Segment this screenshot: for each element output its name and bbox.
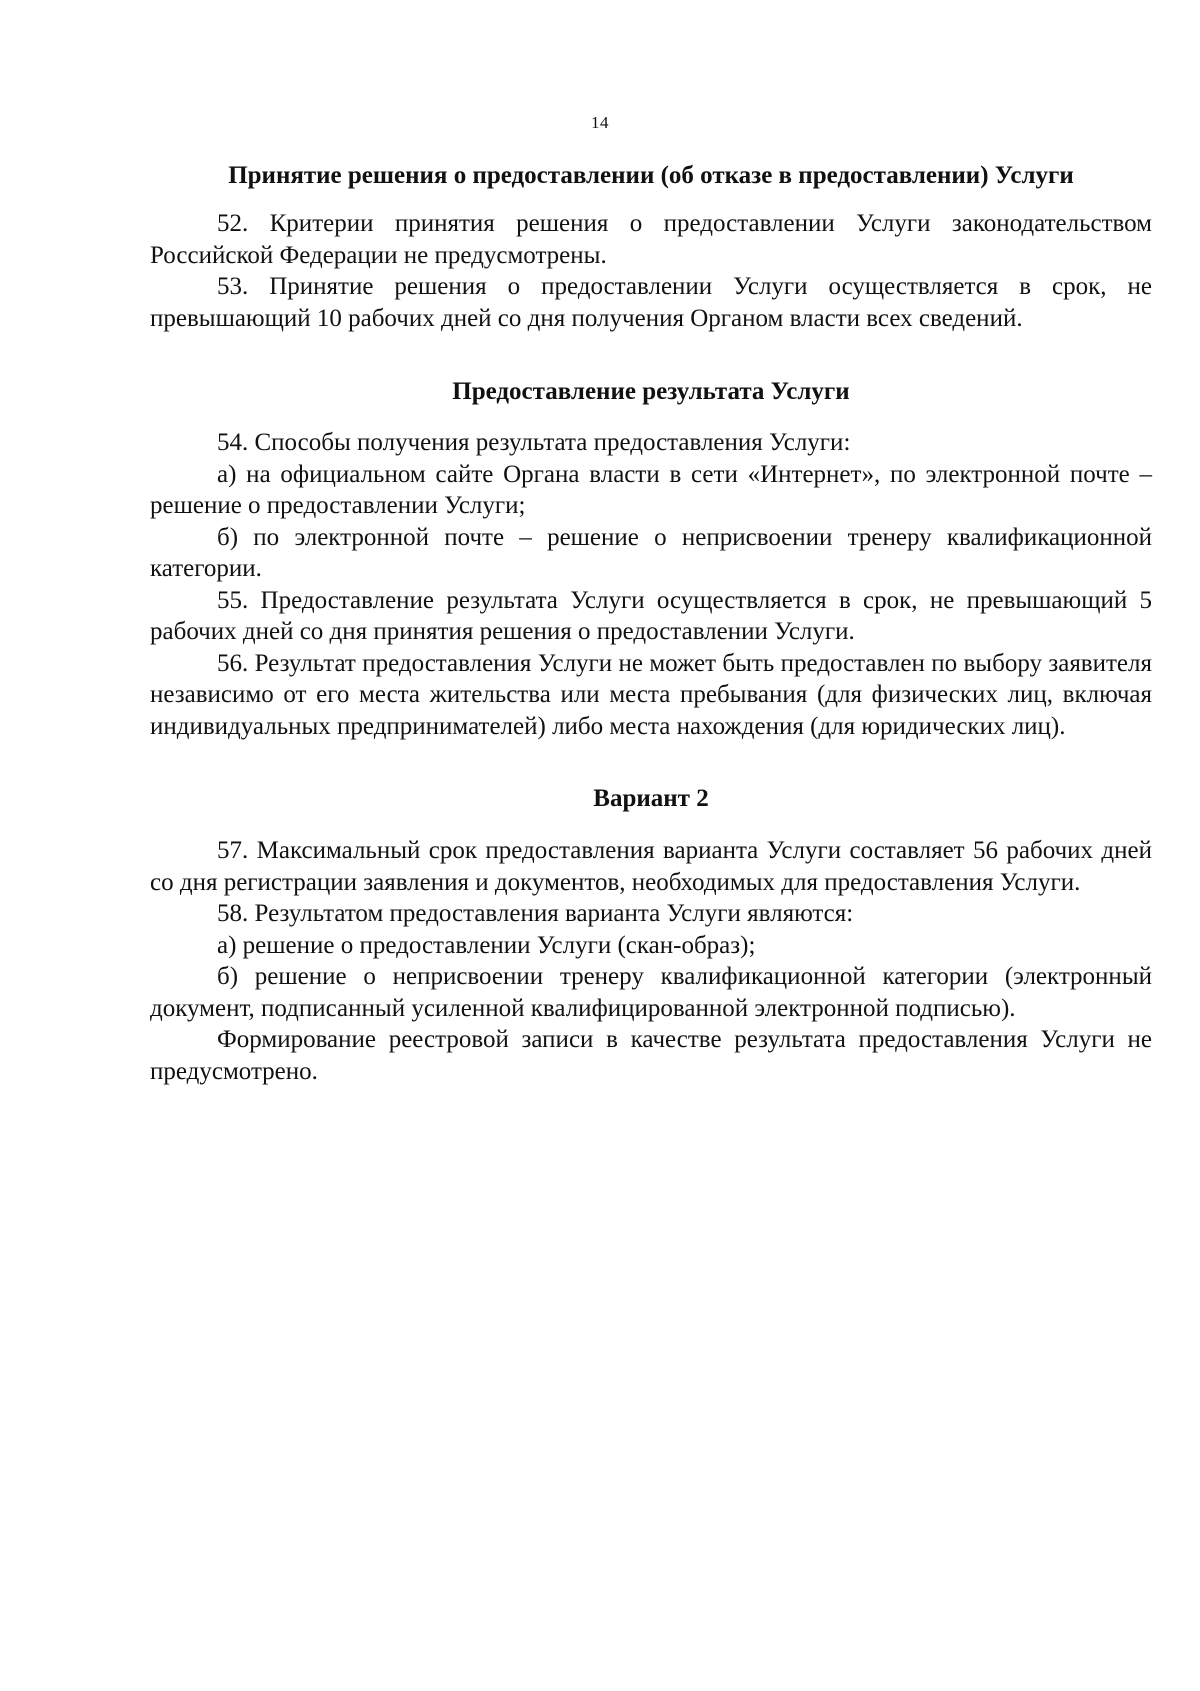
paragraph-registry-note: Формирование реестровой записи в качестве результата предоставления Услуги не предусмотрено. [150, 1026, 1152, 1085]
paragraph-55: 55. Предоставление результата Услуги осуществляется в срок, не превышающий 5 рабочих дней со дня принятия решения о предоставлении Услуги. [150, 586, 1152, 645]
section-heading-result: Предоставление результата Услуги [452, 378, 850, 405]
paragraph-58-a: а) решение о предоставлении Услуги (скан-образ); [217, 931, 756, 959]
paragraph-58: 58. Результатом предоставления варианта Услуги являются: [217, 900, 854, 927]
paragraph-58-b: б) решение о неприсвоении тренеру квалификационной категории (электронный документ, подписанный усиленной квалифицированной электронной подписью). [150, 963, 1152, 1022]
section-heading-variant-2: Вариант 2 [593, 785, 709, 812]
paragraph-56: 56. Результат предоставления Услуги не может быть предоставлен по выбору заявителя независимо от его места жительства или места пребывания (для физических лиц, включая индивидуальных предпринимателей) либо места нахождения (для юридических лиц). [150, 649, 1152, 740]
paragraph-54-b: б) по электронной почте – решение о неприсвоении тренеру квалификационной категории. [150, 523, 1152, 582]
paragraph-57: 57. Максимальный срок предоставления варианта Услуги составляет 56 рабочих дней со дня регистрации заявления и документов, необходимых для предоставления Услуги. [150, 837, 1152, 896]
paragraph-54-a: а) на официальном сайте Органа власти в сети «Интернет», по электронной почте – решение о предоставлении Услуги; [150, 460, 1152, 519]
section-heading-decision: Принятие решения о предоставлении (об отказе в предоставлении) Услуги [228, 162, 1074, 189]
paragraph-53: 53. Принятие решения о предоставлении Услуги осуществляется в срок, не превышающий 10 рабочих дней со дня получения Органом власти всех сведений. [150, 273, 1152, 332]
page-number: 14 [591, 113, 609, 132]
paragraph-52: 52. Критерии принятия решения о предоставлении Услуги законодательством Российской Федерации не предусмотрены. [150, 210, 1152, 269]
paragraph-54: 54. Способы получения результата предоставления Услуги: [217, 429, 851, 456]
document-body [150, 160, 1152, 1087]
